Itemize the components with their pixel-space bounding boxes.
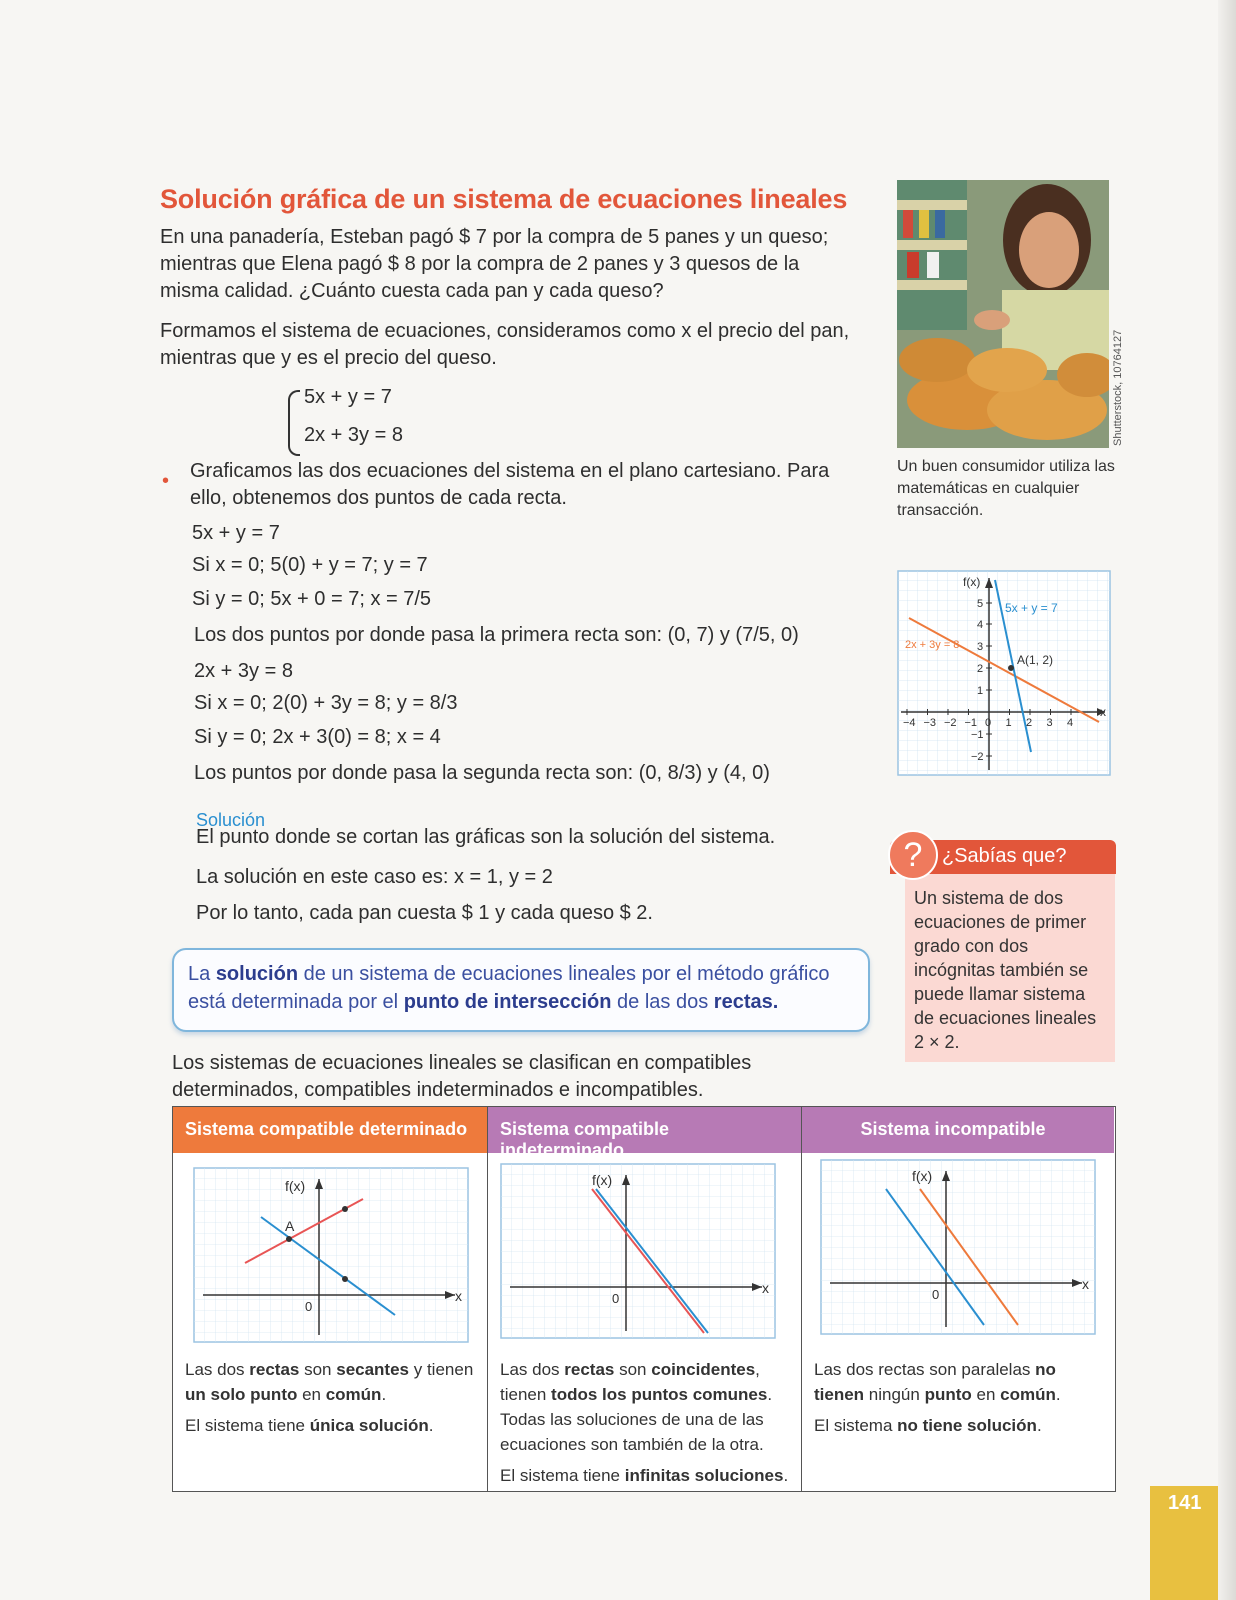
x-tick-label: −1 [964,717,978,729]
description-line [185,1357,481,1407]
bullet-dot: • [162,470,170,492]
description-line [185,1413,481,1438]
origin-label: 0 [932,1287,940,1302]
point-a-label: A [285,1218,295,1234]
step-line: 5x + y = 7 [192,522,280,544]
bold-term: rectas [249,1360,300,1379]
x-tick-label: 2 [1026,717,1033,729]
solution-line: Por lo tanto, cada pan cuesta $ 1 y cada queso $ 2. [196,902,653,924]
classification-table [172,1106,1116,1492]
bold-term: todos los puntos comunes [551,1385,768,1404]
description-text: en [971,1385,1001,1404]
graph-xlabel: x [1100,705,1106,719]
column-description [500,1357,796,1494]
step-line: Si x = 0; 5(0) + y = 7; y = 7 [192,554,428,576]
y-tick-label: −1 [971,729,984,741]
column-description [185,1357,481,1444]
section-title: Solución gráfica de un sistema de ecuaciones lineales [160,184,848,214]
description-text: El sistema [814,1416,898,1435]
line1-label: 5x + y = 7 [1005,601,1058,615]
steps-intro: Graficamos las dos ecuaciones del sistema en el plano cartesiano. Para ello, obtenemos dos puntos de cada recta. [190,460,830,509]
x-tick-label: 0 [985,717,992,729]
coincident-lines-graph [500,1163,776,1339]
origin-label: 0 [305,1299,313,1314]
description-line [814,1413,1110,1438]
description-line [500,1357,796,1457]
bold-term: secantes [336,1360,410,1379]
bold-term: común [1000,1385,1056,1404]
x-tick-label: 3 [1046,717,1053,729]
solution-label: Solución [196,810,266,830]
page-number: 141 [1150,1486,1218,1600]
baker-photo-illustration [897,180,1109,448]
graph-xlabel: x [762,1280,769,1296]
column-header: Sistema compatible indeterminado [488,1107,801,1153]
description-text: , tienen [500,1360,760,1404]
column-compatible-determinado [173,1107,487,1491]
description-text: . Todas las soluciones de una de las ecuaciones son también de la otra. [500,1385,773,1454]
column-description [814,1357,1110,1444]
x-tick-label: 4 [1067,717,1074,729]
intersection-label: A(1, 2) [1017,653,1054,667]
photo-caption: Un buen consumidor utiliza las matemáticas en cualquier transacción. [897,458,1115,519]
step-line: Los dos puntos por donde pasa la primera recta son: (0, 7) y (7/5, 0) [194,624,799,646]
description-text: Las dos rectas son paralelas [814,1360,1036,1379]
graph-ylabel: f(x) [912,1168,933,1184]
graph-ylabel: f(x) [285,1178,306,1194]
solution-line: La solución en este caso es: x = 1, y = 2 [196,866,553,888]
column-header: Sistema compatible determinado [173,1107,487,1153]
description-text: en [297,1385,326,1404]
key-bold: rectas. [713,991,779,1013]
description-text: El sistema tiene [185,1416,310,1435]
step-line: Si y = 0; 2x + 3(0) = 8; x = 4 [194,726,441,748]
description-text: y tienen [409,1360,474,1379]
description-text: son [299,1360,337,1379]
y-tick-label: 2 [977,663,984,675]
graph-ylabel: f(x) [592,1172,613,1188]
bold-term: no tiene solución [897,1416,1037,1435]
step-line: Si y = 0; 5x + 0 = 7; x = 7/5 [192,588,432,610]
key-text: de un sistema de ecuaciones lineales por el método gráfico está determinada por el [188,963,830,1013]
description-text: . [1036,1416,1042,1435]
description-text: El sistema tiene [500,1466,625,1485]
description-line [500,1463,796,1488]
origin-label: 0 [612,1291,620,1306]
bold-term: coincidentes [651,1360,756,1379]
question-mark-icon: ? [888,830,938,880]
x-tick-label: −2 [944,717,957,729]
did-you-know-header: ¿Sabías que? [890,840,1116,874]
key-text: La [188,963,216,985]
column-incompatible [801,1107,1114,1491]
parallel-lines-graph [820,1159,1096,1335]
graph-ylabel: f(x) [963,575,981,589]
bold-term: única solución [309,1416,429,1435]
solution-graph [897,570,1111,776]
column-header: Sistema incompatible [802,1107,1114,1153]
solution-line: El punto donde se cortan las gráficas son la solución del sistema. [196,826,776,848]
description-line [814,1357,1110,1407]
step-line: Los puntos por donde pasa la segunda recta son: (0, 8/3) y (4, 0) [194,762,770,784]
description-text: Las dos [185,1360,250,1379]
column-compatible-indeterminado [487,1107,801,1491]
baker-photo [897,180,1109,448]
key-text: de las dos [611,991,714,1013]
key-bold: solución [215,963,299,985]
y-tick-label: 4 [977,619,984,631]
description-text: Las dos [500,1360,565,1379]
system-brace [288,390,300,456]
step-line: Si x = 0; 2(0) + 3y = 8; y = 8/3 [194,692,458,714]
key-concept-box [172,948,870,1032]
y-tick-label: 5 [977,598,984,610]
page-edge [1218,0,1236,1600]
bold-term: no tienen [814,1360,1056,1404]
did-you-know-text: Un sistema de dos ecuaciones de primer grado con dos incógnitas también se puede llamar sistema de ecuaciones lineales 2 × 2. [914,888,1097,1052]
system-eq1: 5x + y = 7 [304,386,392,408]
bold-term: infinitas soluciones [624,1466,784,1485]
graph-xlabel: x [455,1288,462,1304]
step-line: 2x + 3y = 8 [194,660,293,682]
y-tick-label: 3 [977,641,984,653]
description-text: ningún [864,1385,925,1404]
bold-term: un solo punto [185,1385,298,1404]
graph-xlabel: x [1082,1276,1089,1292]
system-eq2: 2x + 3y = 8 [304,424,403,446]
photo-credit: Shutterstock, 10764127 [1112,329,1124,446]
classification-paragraph: Los sistemas de ecuaciones lineales se clasifican en compatibles determinados, compatibles indeterminados e incompatibles. [172,1052,752,1101]
line2-label: 2x + 3y = 8 [905,639,960,651]
x-tick-label: −3 [923,717,937,729]
y-tick-label: −2 [971,751,984,763]
description-text: . [428,1416,434,1435]
x-tick-label: −4 [903,717,916,729]
description-text: . [1055,1385,1061,1404]
setup-paragraph: Formamos el sistema de ecuaciones, consideramos como x el precio del pan, mientras que y es el precio del queso. [160,320,850,369]
secant-lines-graph [193,1167,469,1343]
description-text: . [783,1466,789,1485]
description-text: son [614,1360,652,1379]
x-tick-label: 1 [1005,717,1012,729]
bold-term: rectas [564,1360,615,1379]
description-text: . [381,1385,387,1404]
bold-term: común [325,1385,382,1404]
y-tick-label: 1 [977,685,984,697]
key-bold: punto de intersección [403,991,612,1013]
bold-term: punto [924,1385,972,1404]
intro-paragraph: En una panadería, Esteban pagó $ 7 por la compra de 5 panes y un queso; mientras que Elena pagó $ 8 por la compra de 2 panes y 3 quesos de la misma calidad. ¿Cuánto cuesta cada pan y cada queso? [160,226,829,302]
